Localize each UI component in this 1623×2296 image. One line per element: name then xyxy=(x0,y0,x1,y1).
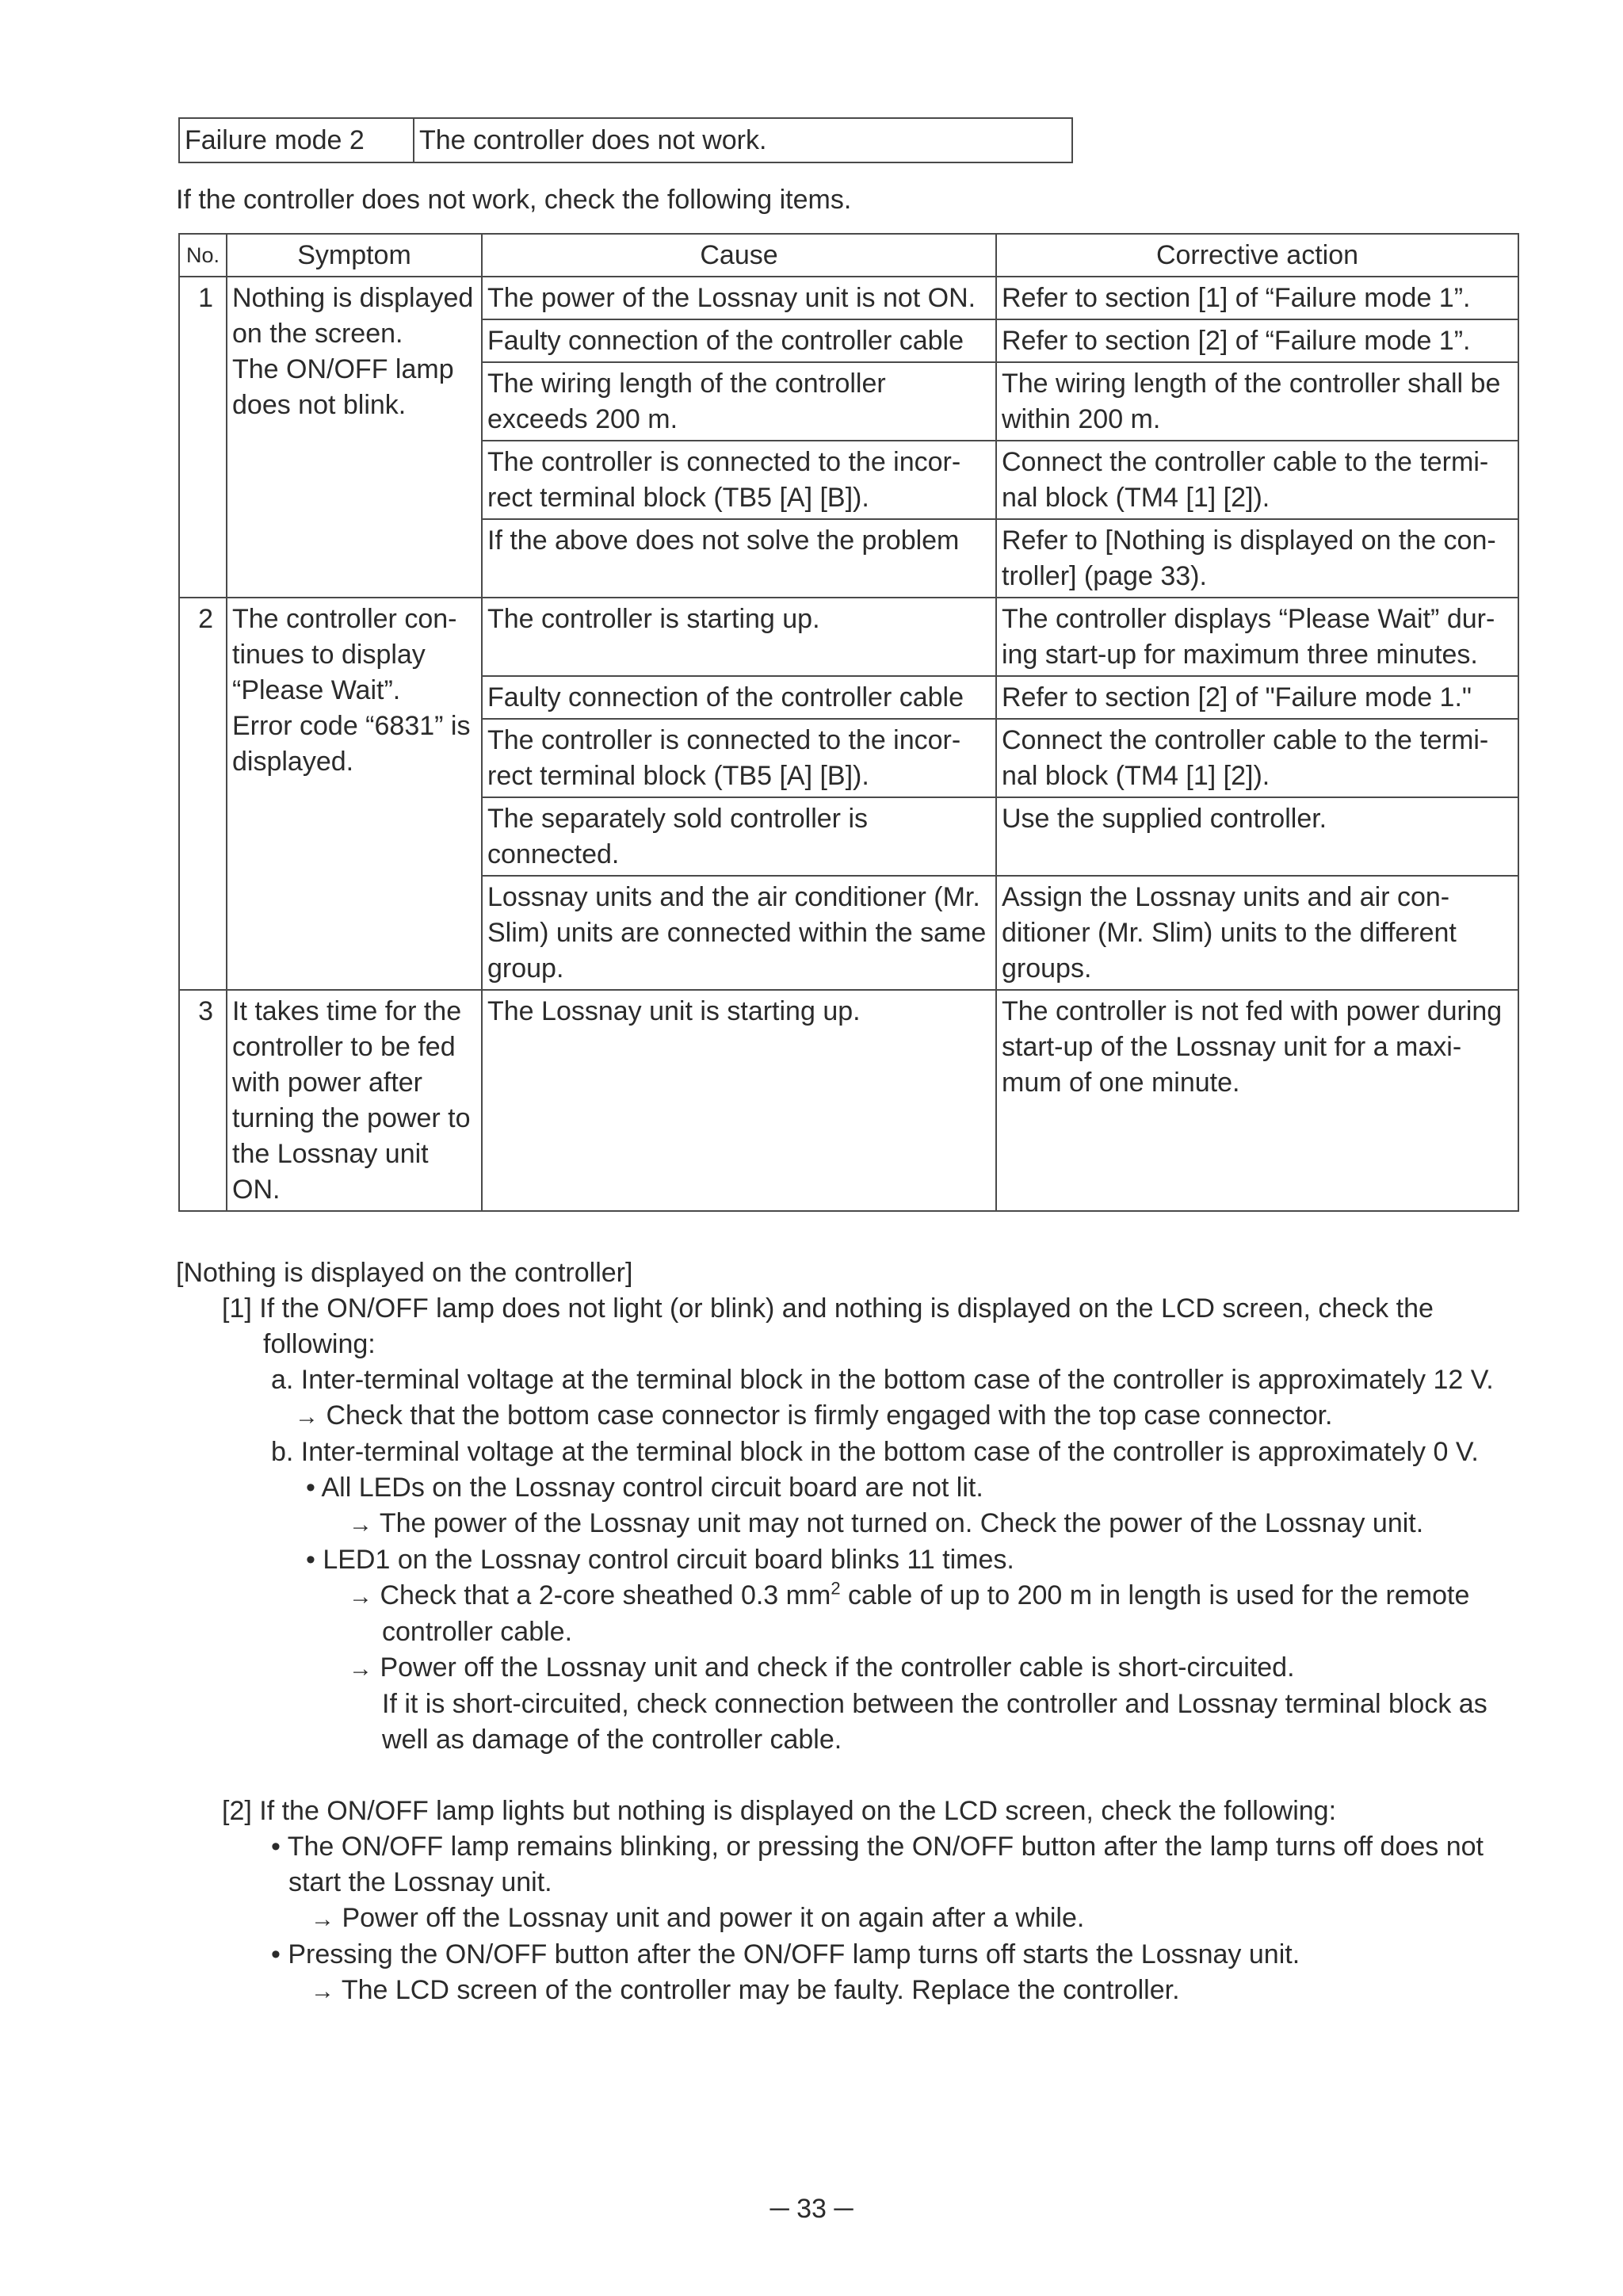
page-number: ─ 33 ─ xyxy=(769,2194,854,2224)
action-cell: The controller is not fed with power during start-up of the Lossnay unit for a maxi-mum of one minute. xyxy=(996,990,1518,1211)
item-b-bullet-2-arrow-line-2-cont-1: If it is short-circuited, check connection between the controller and Lossnay terminal block as xyxy=(382,1689,1487,1719)
item-b-bullet-2-arrow-line-2: → Power off the Lossnay unit and check if the controller cable is short-circuited. xyxy=(349,1652,1295,1683)
action-cell: The controller displays “Please Wait” dur-ing start-up for maximum three minutes. xyxy=(996,598,1518,676)
item-b-bullet-1-arrow-line: → The power of the Lossnay unit may not turned on. Check the power of the Lossnay unit. xyxy=(349,1508,1424,1538)
action-cell: Connect the controller cable to the termi-nal block (TM4 [1] [2]). xyxy=(996,719,1518,797)
action-cell: Use the supplied controller. xyxy=(996,797,1518,876)
item-b-bullet-2-arrow-line-1: → Check that a 2-core sheathed 0.3 $mm^2$ cable of up to 200 m in length is used for the remote xyxy=(349,1578,1470,1610)
item-b-bullet-2: • LED1 on the Lossnay control circuit board blinks 11 times. xyxy=(306,1545,1014,1575)
failure-mode-description: The controller does not work. xyxy=(414,118,1072,162)
header-symptom: Symptom xyxy=(227,234,482,277)
section-2-bullet-1: • The ON/OFF lamp remains blinking, or pressing the ON/OFF button after the lamp turns off does not xyxy=(271,1832,1484,1862)
section-2-bullet-1-cont: start the Lossnay unit. xyxy=(288,1867,552,1897)
cause-cell: The power of the Lossnay unit is not ON. xyxy=(482,277,996,319)
header-action: Corrective action xyxy=(996,234,1518,277)
section-2-bullet-2: • Pressing the ON/OFF button after the ON/OFF lamp turns off starts the Lossnay unit. xyxy=(271,1939,1300,1969)
symptom-cell: Nothing is displayed on the screen. The ON/OFF lamp does not blink. xyxy=(227,277,482,598)
table-body xyxy=(179,277,1518,1211)
item-b-bullet-2-arrow-line-2-cont-2: well as damage of the controller cable. xyxy=(382,1725,842,1755)
cause-cell: Lossnay units and the air conditioner (Mr. Slim) units are connected within the same group. xyxy=(482,876,996,990)
action-cell: Refer to section [1] of “Failure mode 1”. xyxy=(996,277,1518,319)
action-cell: Connect the controller cable to the termi-nal block (TM4 [1] [2]). xyxy=(996,441,1518,519)
cause-cell: The separately sold controller is connected. xyxy=(482,797,996,876)
row-number: 3 xyxy=(179,990,227,1211)
cause-cell: Faulty connection of the controller cable xyxy=(482,676,996,719)
action-cell: Assign the Lossnay units and air con-ditioner (Mr. Slim) units to the different groups. xyxy=(996,876,1518,990)
cause-cell: The controller is starting up. xyxy=(482,598,996,676)
action-cell: Refer to section [2] of “Failure mode 1”. xyxy=(996,319,1518,362)
symptom-cell: The controller con-tinues to display “Please Wait”. Error code “6831” is displayed. xyxy=(227,598,482,990)
item-a-arrow-line: → Check that the bottom case connector is firmly engaged with the top case connector. xyxy=(295,1400,1333,1431)
notes-heading: [Nothing is displayed on the controller] xyxy=(176,1258,633,1288)
cause-cell: The controller is connected to the incor-rect terminal block (TB5 [A] [B]). xyxy=(482,441,996,519)
item-b-bullet-2-arrow-line-1-cont: controller cable. xyxy=(382,1617,573,1647)
header-cause: Cause xyxy=(482,234,996,277)
section-2-title: [2] If the ON/OFF lamp lights but nothing is displayed on the LCD screen, check the following: xyxy=(222,1796,1337,1826)
cause-cell: The controller is connected to the incor-rect terminal block (TB5 [A] [B]). xyxy=(482,719,996,797)
section-2-bullet-1-arrow-line: → Power off the Lossnay unit and power it on again after a while. xyxy=(311,1903,1085,1933)
notes-section xyxy=(176,1255,1539,2009)
arrow-icon: → xyxy=(295,1404,319,1430)
troubleshooting-table xyxy=(178,233,1519,1212)
table-header-row xyxy=(179,234,1518,277)
symptom-cell: It takes time for the controller to be fed with power after turning the power to the Lossnay unit ON. xyxy=(227,990,482,1211)
action-cell: Refer to section [2] of "Failure mode 1." xyxy=(996,676,1518,719)
arrow-icon: → xyxy=(349,1511,372,1538)
action-cell: The wiring length of the controller shall be within 200 m. xyxy=(996,362,1518,441)
section-2-bullet-2-arrow-line: → The LCD screen of the controller may be faulty. Replace the controller. xyxy=(311,1975,1180,2005)
header-no: No. xyxy=(179,234,227,277)
section-1-title-cont: following: xyxy=(263,1329,376,1359)
item-b: b. Inter-terminal voltage at the terminal block in the bottom case of the controller is approximately 0 V. xyxy=(271,1437,1479,1467)
item-b-bullet-1: • All LEDs on the Lossnay control circuit board are not lit. xyxy=(306,1473,983,1503)
section-1-title: [1] If the ON/OFF lamp does not light (or blink) and nothing is displayed on the LCD screen, check the xyxy=(222,1293,1434,1324)
intro-text: If the controller does not work, check the following items. xyxy=(176,185,852,215)
table-row xyxy=(179,990,1518,1211)
row-number: 2 xyxy=(179,598,227,990)
table-row xyxy=(179,277,1518,319)
row-number: 1 xyxy=(179,277,227,598)
failure-mode-label: Failure mode 2 xyxy=(179,118,414,162)
action-cell: Refer to [Nothing is displayed on the con-troller] (page 33). xyxy=(996,519,1518,598)
table-row xyxy=(179,598,1518,676)
cause-cell: The wiring length of the controller exceeds 200 m. xyxy=(482,362,996,441)
cause-cell: Faulty connection of the controller cable xyxy=(482,319,996,362)
cause-cell: If the above does not solve the problem xyxy=(482,519,996,598)
arrow-icon: → xyxy=(349,1584,372,1610)
arrow-icon: → xyxy=(311,1978,334,2004)
cause-cell: The Lossnay unit is starting up. xyxy=(482,990,996,1211)
failure-mode-table xyxy=(178,117,1073,163)
arrow-icon: → xyxy=(311,1906,334,1932)
item-a: a. Inter-terminal voltage at the terminal block in the bottom case of the controller is approximately 12 V. xyxy=(271,1365,1494,1395)
arrow-icon: → xyxy=(349,1656,372,1682)
